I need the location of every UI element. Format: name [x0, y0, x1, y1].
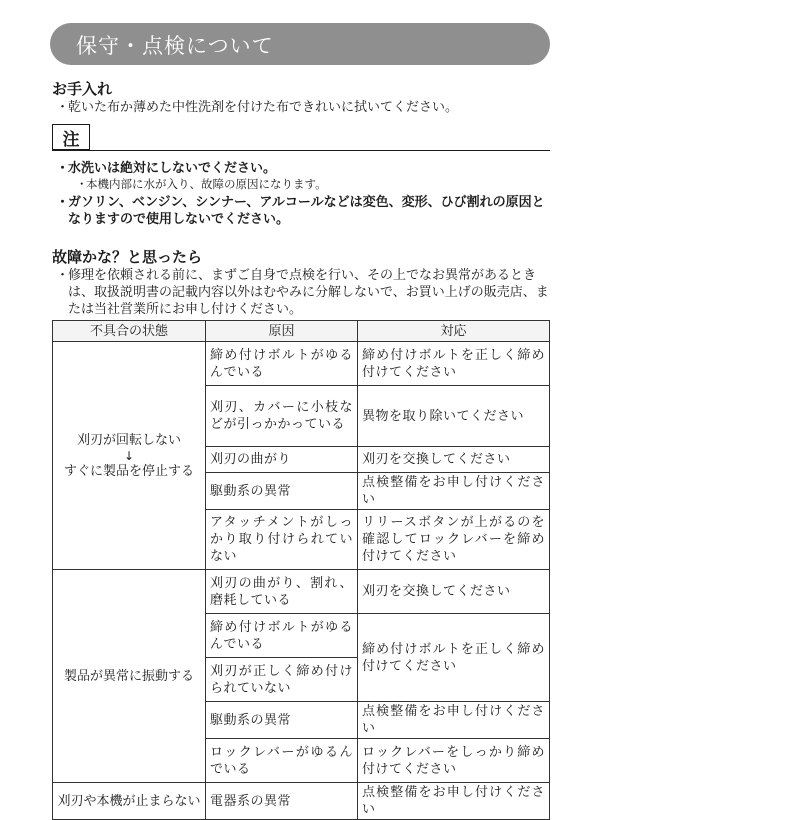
- table-header-row: [53, 321, 550, 342]
- remedy-cell: 点検整備をお申し付けください: [358, 473, 550, 510]
- remedy-cell: 締め付けボルトを正しく締め付けてください: [358, 614, 550, 702]
- remedy-cell: 刈刃を交換してください: [358, 570, 550, 614]
- cause-cell: 刈刃の曲がり: [206, 447, 358, 473]
- section-title: 保守・点検について: [76, 34, 274, 58]
- cause-cell: 締め付けボルトがゆるんでいる: [206, 614, 358, 658]
- remedy-cell: 刈刃を交換してください: [358, 447, 550, 473]
- cause-cell: 刈刃が正しく締め付けられていない: [206, 658, 358, 702]
- remedy-cell: リリースボタンが上がるのを確認してロックレバーを締め付けてください: [358, 510, 550, 570]
- care-item: ・ 乾いた布か薄めた中性洗剤を付けた布できれいに拭いてください。: [56, 100, 459, 115]
- table-row: [53, 570, 550, 614]
- section-header: [50, 23, 550, 65]
- trouble-item: ・ 修理を依頼される前に、まずご自身で点検を行い、その上でなお異常があるときは、取扱説明書の記載内容以外はむやみに分解しないで、お買い上げの販売店、または当社営業所にお申し付けください。: [56, 268, 549, 317]
- symptom-cell: 製品が異常に振動する: [53, 570, 206, 783]
- remedy-cell: 点検整備をお申し付けください: [358, 702, 550, 739]
- cause-cell: アタッチメントがしっかり取り付けられていない: [206, 510, 358, 570]
- table-row: [53, 342, 550, 386]
- symptom-cell: 刈刃が回転しない ↓ すぐに製品を停止する: [53, 342, 206, 570]
- caution-item: ・ ガソリン、ベンジン、シンナー、アルコールなどは変色、変形、ひび割れの原因となりますので使用しないでください。: [56, 195, 545, 227]
- remedy-cell: 異物を取り除いてください: [358, 386, 550, 447]
- table-row: [53, 783, 550, 820]
- symptom-cell: 刈刃や本機が止まらない: [53, 783, 206, 820]
- caution-item: ・ 水洗いは絶対にしないでください。: [56, 161, 277, 176]
- header-cause: 原因: [206, 321, 358, 342]
- care-heading: お手入れ: [52, 80, 113, 98]
- cause-cell: 刈刃、カバーに小枝などが引っかかっている: [206, 386, 358, 447]
- header-remedy: 対応: [358, 321, 550, 342]
- cause-cell: 締め付けボルトがゆるんでいる: [206, 342, 358, 386]
- remedy-cell: ロックレバーをしっかり締め付けてください: [358, 739, 550, 783]
- trouble-heading: 故障かな？と思ったら: [52, 248, 203, 266]
- remedy-cell: 点検整備をお申し付けください: [358, 783, 550, 820]
- cause-cell: ロックレバーがゆるんでいる: [206, 739, 358, 783]
- cause-cell: 駆動系の異常: [206, 702, 358, 739]
- remedy-cell: 締め付けボルトを正しく締め付けてください: [358, 342, 550, 386]
- caution-label: 注: [52, 124, 90, 150]
- down-arrow-icon: ↓: [123, 448, 135, 463]
- care-section: [52, 78, 552, 116]
- caution-divider: [52, 150, 550, 151]
- cause-cell: 電器系の異常: [206, 783, 358, 820]
- header-symptom: 不具合の状態: [53, 321, 206, 342]
- trouble-section: [52, 246, 552, 318]
- caution-subitem: ・ 本機内部に水が入り、故障の原因になります。: [76, 177, 327, 191]
- cause-cell: 刈刃の曲がり、割れ、磨耗している: [206, 570, 358, 614]
- caution-section: [52, 160, 552, 228]
- troubleshooting-table: [52, 320, 550, 820]
- cause-cell: 駆動系の異常: [206, 473, 358, 510]
